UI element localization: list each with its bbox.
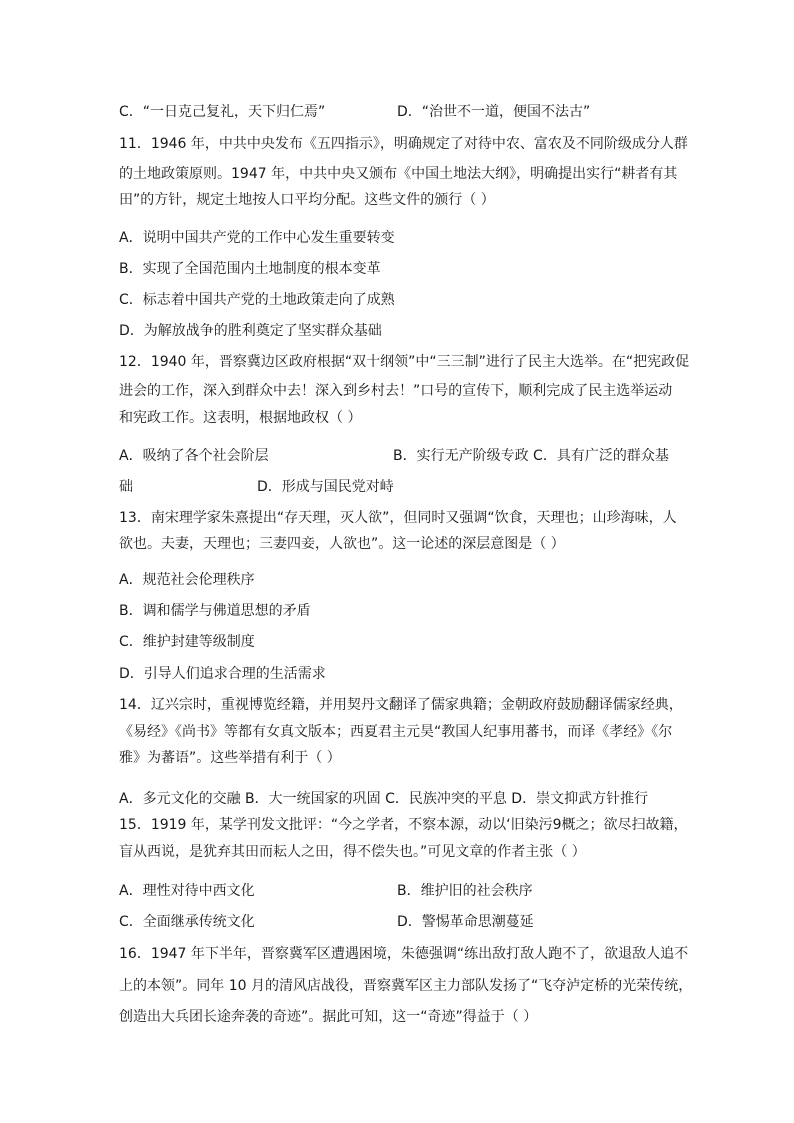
q15-option-d: D．警惕革命思潮蔓延 xyxy=(397,914,534,930)
q13-stem-line-2: 欲也。夫妻，天理也；三妻四妾，人欲也”。这一论述的深层意图是（ ） xyxy=(119,536,565,552)
q13-option-c: C．维护封建等级制度 xyxy=(119,634,255,650)
q12-option-c-wrap: 础 xyxy=(119,479,133,495)
q12-stem-line-3: 和宪政工作。这表明，根据地政权（ ） xyxy=(119,410,362,426)
q15-option-b: B．维护旧的社会秩序 xyxy=(397,883,533,899)
q12-option-b-c: B．实行无产阶级专政 C．具有广泛的群众基 xyxy=(393,448,669,464)
q11-option-c: C．标志着中国共产党的土地政策走向了成熟 xyxy=(119,292,395,308)
q12-stem-line-2: 进会的工作，深入到群众中去！深入到乡村去！”口号的宣传下，顺利完成了民主选举运动 xyxy=(119,383,673,399)
q10-option-c: C．“一日克己复礼，天下归仁焉” xyxy=(119,104,326,120)
q13-option-b: B．调和儒学与佛道思想的矛盾 xyxy=(119,603,311,619)
q14-stem-line-2: 《易经》《尚书》等都有女真文版本；西夏君主元昊“教国人纪事用蕃书，而译《孝经》《尔 xyxy=(119,724,673,740)
q13-stem-line-1: 13．南宋理学家朱熹提出“存天理，灭人欲”，但同时又强调“饮食，天理也；山珍海味，人 xyxy=(119,510,677,526)
q14-stem-line-1: 14．辽兴宗时，重视博览经籍，并用契丹文翻译了儒家典籍；金朝政府鼓励翻译儒家经典， xyxy=(119,697,683,713)
q11-option-a: A．说明中国共产党的工作中心发生重要转变 xyxy=(119,230,395,246)
q16-stem-line-1: 16．1947 年下半年，晋察冀军区遭遇困境，朱德强调“练出敌打敌人跑不了，欲退敌人追不 xyxy=(119,946,689,962)
q15-option-c: C．全面继承传统文化 xyxy=(119,914,255,930)
q15-stem-line-1: 15．1919 年，某学刊发文批评：“今之学者，不察本源，动以‘旧染污9概之；欲尽扫故籍， xyxy=(119,817,688,833)
q12-option-a: A．吸纳了各个社会阶层 xyxy=(119,448,269,464)
q16-stem-line-2: 上的本领”。同年 10 月的清风店战役，晋察冀军区主力部队发扬了“飞夺泸定桥的光荣传统， xyxy=(119,978,693,994)
q13-option-d: D．引导人们追求合理的生活需求 xyxy=(119,666,326,682)
q11-stem-line-2: 的土地政策原则。1947 年，中共中央又颁布《中国土地法大纲》，明确提出实行“耕者有其 xyxy=(119,166,678,182)
q14-options: A．多元文化的交融 B．大一统国家的巩固 C．民族冲突的平息 D．崇文抑武方针推行 xyxy=(119,791,649,807)
q11-option-b: B．实现了全国范围内土地制度的根本变革 xyxy=(119,261,381,277)
q16-stem-line-3: 创造出大兵团长途奔袭的奇迹”。据此可知，这一“奇迹”得益于（ ） xyxy=(119,1009,538,1025)
q11-stem-line-3: 田”的方针，规定土地按人口平均分配。这些文件的颁行（ ） xyxy=(119,192,495,208)
q14-stem-line-3: 雅》为蕃语”。这些举措有利于（ ） xyxy=(119,750,341,766)
q12-option-d: D．形成与国民党对峙 xyxy=(257,479,394,495)
q15-option-a: A．理性对待中西文化 xyxy=(119,883,255,899)
q11-stem-line-1: 11．1946 年，中共中央发布《五四指示》，明确规定了对待中农、富农及不同阶级成分人群 xyxy=(119,136,688,152)
q11-option-d: D．为解放战争的胜利奠定了坚实群众基础 xyxy=(119,323,382,339)
q10-option-d: D．“治世不一道，便国不法古” xyxy=(397,104,591,120)
q13-option-a: A．规范社会伦理秩序 xyxy=(119,572,255,588)
q12-stem-line-1: 12．1940 年，晋察冀边区政府根据“双十纲领”中“三三制”进行了民主大选举。在“把宪政促 xyxy=(119,354,690,370)
q15-stem-line-2: 盲从西说，是犹弃其田而耘人之田，得不偿失也。”可见文章的作者主张（ ） xyxy=(119,844,586,860)
